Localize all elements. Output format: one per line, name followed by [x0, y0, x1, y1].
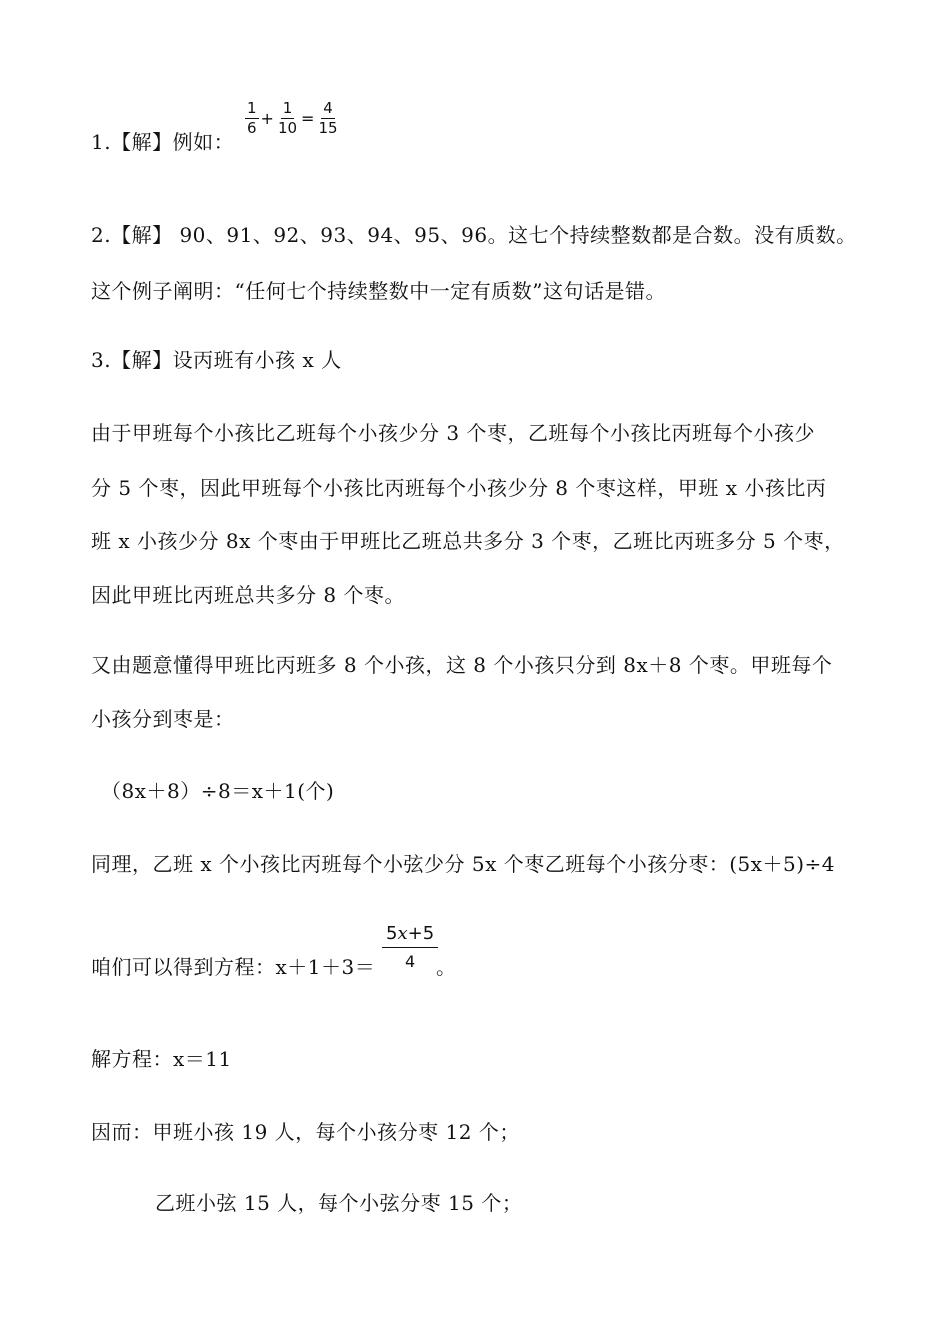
- fraction-denominator: 15: [318, 119, 338, 137]
- item3-paragraph3: 同理，乙班 x 个小孩比丙班每个小弦少分 5x 个枣乙班每个小孩分枣：(5x＋5)÷4: [91, 852, 836, 876]
- equals-sign: =: [301, 109, 315, 128]
- item3-paragraph2-line2: 小孩分到枣是：: [91, 707, 235, 731]
- item3-paragraph1-line1: 由于甲班每个小孩比乙班每个小孩少分 3 个枣，乙班每个小孩比丙班每个小孩少: [91, 421, 815, 445]
- item3-result1: 因而：甲班小孩 19 人，每个小孩分枣 12 个；: [91, 1120, 520, 1144]
- item1-equation: [244, 100, 341, 137]
- item3-equation-prefix: 咱们可以得到方程：x＋1＋3＝: [91, 955, 376, 979]
- fraction-denominator: 4: [404, 952, 416, 971]
- item2-line1: 2.【解】 90、91、92、93、94、95、96。这七个持续整数都是合数。没有质数。: [91, 223, 857, 247]
- item3-paragraph1-line4: 因此甲班比丙班总共多分 8 个枣。: [91, 583, 405, 607]
- numerator-constant: +5: [407, 923, 435, 944]
- item3-result2: 乙班小弦 15 人，每个小弦分枣 15 个；: [155, 1191, 523, 1215]
- fraction-one-tenth: [276, 100, 299, 137]
- item3-solve: 解方程：x＝11: [91, 1047, 232, 1071]
- item3-paragraph2-line1: 又由题意懂得甲班比丙班多 8 个小孩，这 8 个小孩只分到 8x＋8 个枣。甲班每个: [91, 653, 833, 677]
- item1-prefix: 1.【解】例如：: [91, 130, 235, 154]
- item3-equation-fraction: [382, 923, 438, 971]
- fraction-four-fifteenths: [316, 100, 339, 137]
- item2-line2: 这个例子阐明：“任何七个持续整数中一定有质数”这句话是错。: [91, 279, 666, 303]
- item3-heading: 3.【解】设丙班有小孩 x 人: [91, 348, 342, 372]
- item3-formula1: （8x＋8）÷8＝x＋1(个): [101, 779, 335, 803]
- fraction-denominator: 6: [247, 119, 257, 137]
- plus-sign: +: [260, 109, 274, 128]
- fraction-one-sixth: [245, 100, 259, 137]
- item3-paragraph1-line2: 分 5 个枣，因此甲班每个小孩比丙班每个小孩少分 8 个枣这样，甲班 x 小孩比丙: [91, 476, 827, 500]
- fraction-numerator: 1: [282, 99, 293, 117]
- item3-equation-suffix: 。: [436, 955, 457, 979]
- fraction-denominator: 10: [277, 119, 298, 137]
- fraction-numerator: [382, 923, 438, 948]
- numerator-coefficient: 5: [386, 923, 398, 944]
- numerator-variable: x: [397, 923, 408, 944]
- item3-paragraph1-line3: 班 x 小孩少分 8x 个枣由于甲班比乙班总共多分 3 个枣，乙班比丙班多分 5 个枣，: [91, 529, 845, 553]
- fraction-numerator: 4: [323, 99, 333, 117]
- fraction-numerator: 1: [247, 99, 257, 117]
